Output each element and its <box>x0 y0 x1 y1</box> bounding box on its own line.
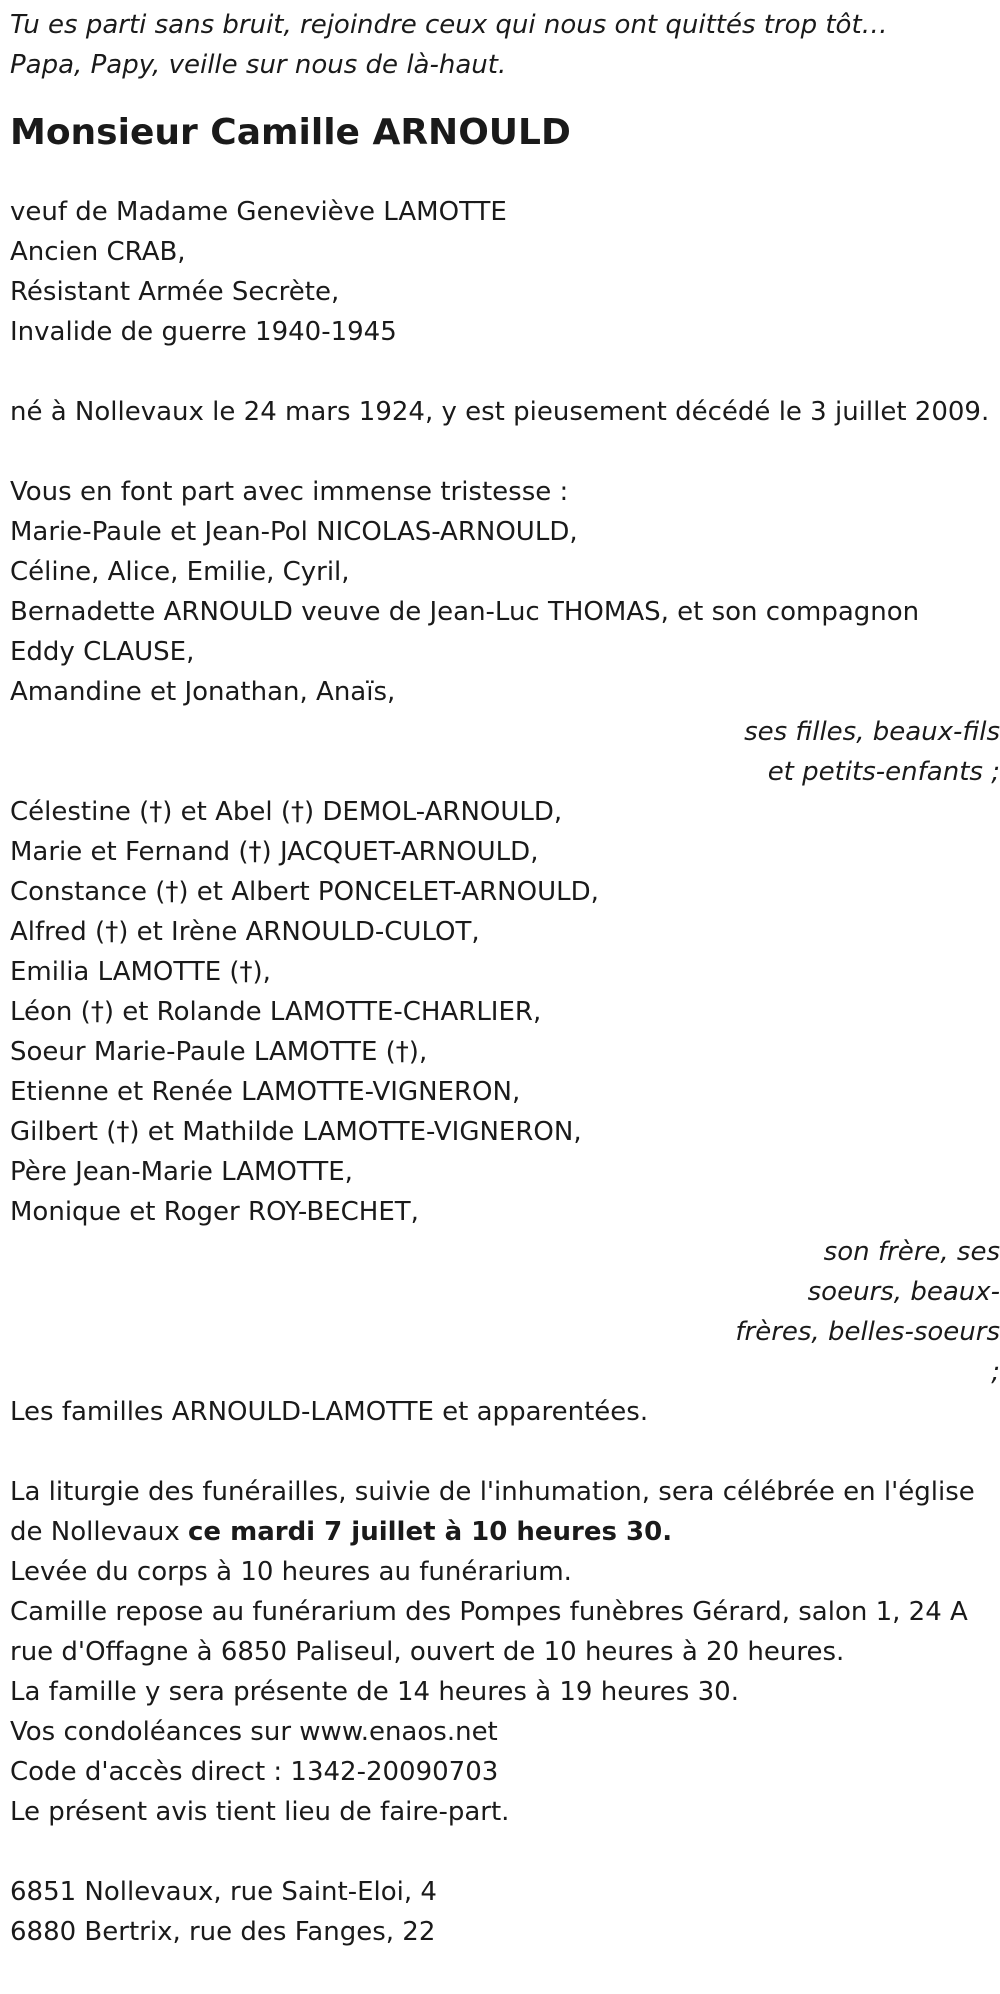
family-line: Alfred (†) et Irène ARNOULD-CULOT, <box>10 917 480 947</box>
liturgy-text: La liturgie des funérailles, suivie de l'inhumation, sera célébrée en l'église de Nollevaux <box>10 1477 983 1547</box>
address-line: 6880 Bertrix, rue des Fanges, 22 <box>10 1917 436 1947</box>
relation-line: et petits-enfants ; <box>767 757 1000 787</box>
funeral-line: Camille repose au funérarium des Pompes funèbres Gérard, salon 1, 24 A rue d'Offagne à 6850 Paliseul, ouvert de 10 heures à 20 heures. <box>10 1597 977 1667</box>
deceased-name: Monsieur Camille ARNOULD <box>10 112 571 153</box>
liturgy-date: ce mardi 7 juillet à 10 heures 30. <box>188 1517 673 1547</box>
notice-body <box>10 5 1000 1952</box>
title-line: Ancien CRAB, <box>10 237 186 267</box>
funeral-line: La famille y sera présente de 14 heures à 19 heures 30. <box>10 1677 739 1707</box>
funeral-line: Le présent avis tient lieu de faire-part. <box>10 1797 510 1827</box>
family-line: Bernadette ARNOULD veuve de Jean-Luc THOMAS, et son compagnon Eddy CLAUSE, <box>10 597 928 667</box>
family-line: Gilbert (†) et Mathilde LAMOTTE-VIGNERON, <box>10 1117 582 1147</box>
epigraph <box>10 5 990 85</box>
condolences-line: Vos condoléances sur www.enaos.net <box>10 1717 498 1747</box>
families-line: Les familles ARNOULD-LAMOTTE et apparentées. <box>10 1397 649 1427</box>
epigraph-line: Tu es parti sans bruit, rejoindre ceux qui nous ont quittés trop tôt… <box>10 10 888 40</box>
family-line: Soeur Marie-Paule LAMOTTE (†), <box>10 1037 428 1067</box>
family-line: Marie-Paule et Jean-Pol NICOLAS-ARNOULD, <box>10 517 578 547</box>
addresses <box>10 1872 990 1952</box>
family-line: Emilia LAMOTTE (†), <box>10 957 271 987</box>
family-line: Amandine et Jonathan, Anaïs, <box>10 677 396 707</box>
family-line: Constance (†) et Albert PONCELET-ARNOULD, <box>10 877 599 907</box>
relation-line: ses filles, beaux-fils <box>744 717 1000 747</box>
family-line: Monique et Roger ROY-BECHET, <box>10 1197 419 1227</box>
family-line: Céline, Alice, Emilie, Cyril, <box>10 557 350 587</box>
siblings-section <box>10 792 990 1232</box>
family-line: Léon (†) et Rolande LAMOTTE-CHARLIER, <box>10 997 542 1027</box>
title-line: Invalide de guerre 1940-1945 <box>10 317 397 347</box>
relation-line: son frère, ses soeurs, beaux-frères, belles-soeurs ; <box>735 1237 1000 1387</box>
family-line: Célestine (†) et Abel (†) DEMOL-ARNOULD, <box>10 797 563 827</box>
siblings-relation <box>10 1232 1000 1392</box>
funeral-line: Levée du corps à 10 heures au funérarium. <box>10 1557 572 1587</box>
epigraph-line: Papa, Papy, veille sur nous de là-haut. <box>10 50 507 80</box>
announcement-intro: Vous en font part avec immense tristesse : <box>10 477 569 507</box>
children-section <box>10 472 990 712</box>
funeral-details <box>10 1472 990 1832</box>
family-line: Père Jean-Marie LAMOTTE, <box>10 1157 353 1187</box>
family-line: Etienne et Renée LAMOTTE-VIGNERON, <box>10 1077 521 1107</box>
title-line: Résistant Armée Secrète, <box>10 277 340 307</box>
deceased-titles <box>10 192 990 352</box>
children-relation <box>10 712 1000 792</box>
address-line: 6851 Nollevaux, rue Saint-Eloi, 4 <box>10 1877 437 1907</box>
birth-death: né à Nollevaux le 24 mars 1924, y est pieusement décédé le 3 juillet 2009. <box>10 397 990 427</box>
family-line: Marie et Fernand (†) JACQUET-ARNOULD, <box>10 837 539 867</box>
liturgy-line <box>10 1472 990 1552</box>
access-code-line: Code d'accès direct : 1342-20090703 <box>10 1757 499 1787</box>
title-line: veuf de Madame Geneviève LAMOTTE <box>10 197 507 227</box>
